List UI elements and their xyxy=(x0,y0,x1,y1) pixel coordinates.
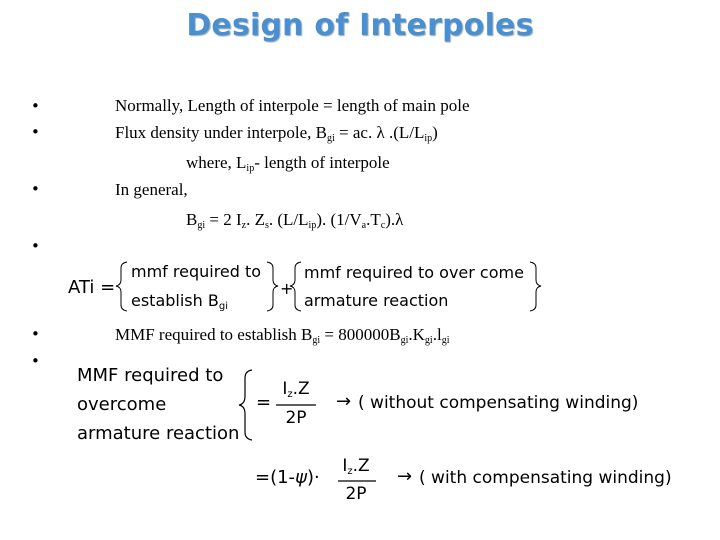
mmf-big-brace xyxy=(239,370,252,440)
line-interpole-length: Normally, Length of interpole = length of main pole xyxy=(115,96,470,115)
bullet: • xyxy=(31,237,40,255)
eq2-denominator: 2P xyxy=(345,484,367,504)
ati-lhs: ATi = xyxy=(68,277,116,298)
eq1-note: ( without compensating winding) xyxy=(358,393,639,413)
eq2-note: ( with compensating winding) xyxy=(419,468,672,488)
eq1-arrow: → xyxy=(336,391,352,412)
ati-box1-line2: establish $B_{gi}$ xyxy=(131,291,228,312)
ati-box2-line1: mmf required to over come xyxy=(304,263,524,282)
bullet: • xyxy=(31,97,40,115)
eq2-numerator: $I_z.Z$ xyxy=(342,456,370,477)
line-in-general: In general, xyxy=(115,180,188,199)
page-title: Design of Interpoles xyxy=(186,8,534,43)
ati-box1-line1: mmf required to xyxy=(131,262,262,281)
bullet: • xyxy=(31,123,40,141)
line-mmf-establish: MMF required to establish $B_{gi} = 800000B_{gi}.K_{gi}.l_{gi}$ xyxy=(115,325,450,346)
ati-brace-right-1 xyxy=(267,262,278,311)
line-flux-density: Flux density under interpole, $B_{gi}$ = ac. λ $.(L/L_{ip})$ xyxy=(115,123,438,144)
eq2-factor: =(1-ψ)· xyxy=(255,467,320,488)
ati-box2-line2: armature reaction xyxy=(304,291,449,310)
ati-brace-left-1 xyxy=(116,262,127,311)
mmf-label-line2: overcome xyxy=(77,394,167,415)
line-bgi-formula: $B_{gi} = 2$ $I_z$. $Z_s$. $(L/L_{ip})$. $(1/V_a.T_c).\lambda$ xyxy=(186,210,404,231)
ati-plus: + xyxy=(280,279,294,298)
eq2-arrow: → xyxy=(397,466,413,487)
eq1-numerator: $I_z.Z$ xyxy=(282,379,310,400)
bullet: • xyxy=(31,352,40,370)
mmf-label-line3: armature reaction xyxy=(77,423,240,444)
bullet: • xyxy=(31,180,40,198)
eq1-equals: = xyxy=(256,392,272,413)
ati-brace-left-2 xyxy=(290,262,301,311)
mmf-label-line1: MMF required to xyxy=(77,365,224,386)
ati-brace-right-2 xyxy=(530,262,541,311)
eq1-denominator: 2P xyxy=(285,408,307,428)
bullet: • xyxy=(31,325,40,343)
line-where: where, $L_{ip}-$ length of interpole xyxy=(186,153,390,174)
